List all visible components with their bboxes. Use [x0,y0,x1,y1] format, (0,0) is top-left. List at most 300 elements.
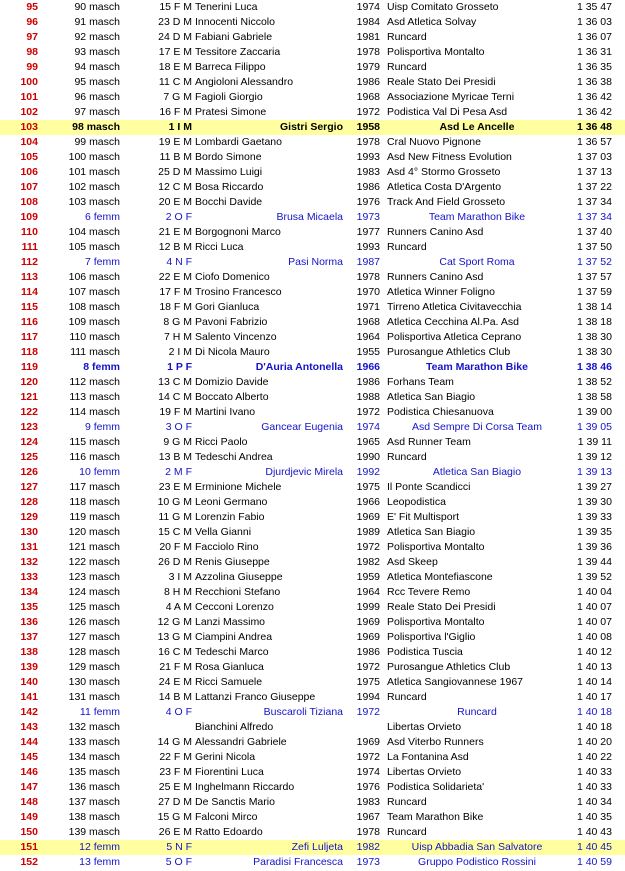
cell-club: Uisp Comitato Grosseto [387,1,499,13]
cell-time: 1 38 46 [576,361,612,373]
cell-ord: 99 masch [74,136,120,148]
table-row [0,330,625,345]
cell-club: Leopodistica [387,496,446,508]
cell-time: 1 37 03 [576,151,612,163]
cell-cat: 3 O F [165,421,192,433]
cell-year: 1978 [356,271,380,283]
cell-pos: 104 [20,136,38,148]
cell-ord: 120 masch [68,526,120,538]
cell-name: Fiorentini Luca [195,766,264,778]
cell-cat: 14 C M [158,391,192,403]
cell-ord: 116 masch [69,451,120,463]
cell-time: 1 37 59 [576,286,612,298]
cell-name: Paradisi Francesca [253,856,343,868]
cell-ord: 97 masch [74,106,120,118]
cell-name: Pasi Norma [288,256,343,268]
cell-time: 1 36 31 [576,46,612,58]
cell-year: 1987 [356,256,380,268]
cell-time: 1 37 22 [576,181,612,193]
cell-club: Runcard [387,796,427,808]
cell-cat: 25 E M [158,781,192,793]
cell-pos: 102 [20,106,38,118]
cell-pos: 96 [26,16,38,28]
cell-ord: 104 masch [68,226,120,238]
cell-year: 1972 [356,751,380,763]
cell-name: Tedeschi Andrea [195,451,273,463]
cell-name: Inghelmann Riccardo [195,781,295,793]
cell-cat: 15 F M [159,1,192,13]
table-row [0,45,625,60]
cell-ord: 109 masch [68,316,120,328]
cell-year: 1983 [356,796,380,808]
cell-club: Tirreno Atletica Civitavecchia [387,301,522,313]
cell-time: 1 40 14 [576,676,612,688]
table-row [0,420,625,435]
cell-name: Renis Giuseppe [195,556,270,568]
cell-ord: 113 masch [69,391,120,403]
cell-club: La Fontanina Asd [387,751,469,763]
cell-club: Reale Stato Dei Presidi [387,76,496,88]
cell-name: Rosa Gianluca [195,661,264,673]
cell-cat: 12 G M [157,616,192,628]
cell-pos: 113 [21,271,38,283]
cell-cat: 18 E M [158,61,192,73]
cell-year: 1978 [356,826,380,838]
cell-time: 1 39 11 [577,436,612,448]
cell-name: Lorenzin Fabio [195,511,265,523]
cell-time: 1 36 42 [576,106,612,118]
cell-year: 1974 [356,766,380,778]
cell-pos: 143 [20,721,38,733]
table-row [0,660,625,675]
cell-year: 1990 [356,451,380,463]
cell-cat: 26 D M [158,556,192,568]
cell-club: Runcard [457,706,497,718]
cell-name: Tenerini Luca [195,1,258,13]
cell-cat: 3 I M [168,571,192,583]
cell-time: 1 36 48 [576,121,612,133]
cell-cat: 15 G M [157,811,192,823]
cell-cat: 20 E M [158,196,192,208]
table-row [0,105,625,120]
cell-name: Bosa Riccardo [195,181,264,193]
cell-ord: 123 masch [68,571,120,583]
cell-name: Buscaroli Tiziana [263,706,343,718]
cell-club: Runcard [387,61,427,73]
cell-year: 1979 [356,61,380,73]
cell-time: 1 39 44 [576,556,612,568]
cell-pos: 97 [26,31,38,43]
cell-pos: 149 [20,811,38,823]
cell-year: 1968 [356,316,380,328]
cell-pos: 123 [20,421,38,433]
cell-name: Facciolo Rino [195,541,259,553]
cell-cat: 2 O F [165,211,192,223]
cell-year: 1969 [356,511,380,523]
cell-year: 1969 [356,631,380,643]
cell-pos: 126 [20,466,38,478]
cell-pos: 139 [20,661,38,673]
table-row [0,165,625,180]
cell-name: Leoni Germano [195,496,268,508]
table-row [0,540,625,555]
cell-cat: 17 F M [159,286,192,298]
cell-time: 1 37 50 [576,241,612,253]
cell-ord: 8 femm [83,361,120,373]
cell-time: 1 37 52 [576,256,612,268]
cell-ord: 136 masch [68,781,120,793]
cell-club: Atletica San Biagio [432,466,522,478]
cell-year: 1965 [356,436,380,448]
cell-cat: 22 F M [159,751,192,763]
cell-time: 1 39 05 [576,421,612,433]
cell-ord: 101 masch [68,166,120,178]
cell-name: Fabiani Gabriele [195,31,273,43]
cell-club: E' Fit Multisport [387,511,460,523]
cell-time: 1 40 07 [576,601,612,613]
cell-club: Atletica San Biagio [387,526,476,538]
cell-time: 1 39 27 [576,481,612,493]
cell-time: 1 37 57 [576,271,612,283]
table-row [0,585,625,600]
cell-pos: 137 [20,631,38,643]
cell-time: 1 40 12 [576,646,612,658]
cell-pos: 120 [20,376,38,388]
cell-ord: 119 masch [69,511,120,523]
cell-club: Forhans Team [387,376,454,388]
cell-pos: 125 [20,451,38,463]
table-row [0,285,625,300]
table-row [0,480,625,495]
table-row [0,360,625,375]
table-row [0,210,625,225]
cell-year: 1971 [356,301,380,313]
cell-cat: 14 B M [158,691,192,703]
cell-club: Runcard [387,31,427,43]
cell-pos: 99 [26,61,38,73]
cell-cat: 19 F M [159,406,192,418]
cell-club: Atletica Cecchina Al.Pa. Asd [387,316,519,328]
cell-time: 1 40 43 [576,826,612,838]
table-row [0,795,625,810]
cell-year: 1978 [356,46,380,58]
cell-pos: 115 [21,301,38,313]
cell-cat: 2 M F [165,466,192,478]
cell-name: Ricci Paolo [195,436,248,448]
cell-cat: 2 I M [168,346,192,358]
cell-time: 1 39 33 [576,511,612,523]
table-row [0,510,625,525]
cell-year: 1981 [356,31,380,43]
cell-club: Runcard [387,691,427,703]
cell-club: Rcc Tevere Remo [387,586,471,598]
table-row [0,645,625,660]
cell-time: 1 37 34 [576,196,612,208]
cell-cat: 11 G M [158,511,192,523]
table-row [0,705,625,720]
cell-name: Pavoni Fabrizio [195,316,268,328]
cell-pos: 108 [20,196,38,208]
cell-ord: 128 masch [68,646,120,658]
cell-year: 1999 [356,601,380,613]
cell-name: Gistri Sergio [279,121,343,133]
table-row [0,240,625,255]
table-row [0,255,625,270]
cell-year: 1983 [356,166,380,178]
cell-cat: 27 D M [158,796,192,808]
cell-name: Massimo Luigi [195,166,263,178]
table-row [0,690,625,705]
cell-club: Team Marathon Bike [387,811,484,823]
cell-name: D'Auria Antonella [255,361,343,373]
cell-time: 1 37 34 [576,211,612,223]
table-row [0,315,625,330]
cell-time: 1 38 18 [576,316,612,328]
cell-time: 1 40 18 [576,721,612,733]
table-row [0,75,625,90]
cell-club: Podistica Chiesanuova [387,406,494,418]
cell-time: 1 38 14 [576,301,612,313]
cell-ord: 7 femm [84,256,120,268]
cell-ord: 111 masch [70,346,120,358]
cell-cat: 21 F M [159,661,192,673]
cell-name: Djurdjevic Mirela [265,466,343,478]
cell-ord: 107 masch [68,286,120,298]
cell-time: 1 36 03 [576,16,612,28]
cell-club: Reale Stato Dei Presidi [387,601,496,613]
cell-ord: 130 masch [68,676,120,688]
cell-year: 1973 [356,856,380,868]
cell-ord: 103 masch [68,196,120,208]
table-row [0,600,625,615]
cell-club: Libertas Orvieto [387,766,462,778]
cell-cat: 8 H M [163,586,192,598]
cell-ord: 139 masch [68,826,120,838]
cell-ord: 92 masch [74,31,120,43]
cell-club: Polisportiva l'Giglio [387,631,476,643]
cell-cat: 13 G M [157,631,192,643]
cell-name: Tedeschi Marco [195,646,269,658]
cell-name: Vella Gianni [195,526,252,538]
cell-year: 1975 [356,676,380,688]
cell-pos: 117 [21,331,38,343]
table-row [0,570,625,585]
cell-year: 1955 [356,346,380,358]
table-row [0,0,625,15]
cell-name: Zefi Luljeta [291,841,343,853]
cell-time: 1 37 40 [576,226,612,238]
cell-time: 1 37 13 [576,166,612,178]
cell-ord: 131 masch [68,691,120,703]
cell-ord: 102 masch [68,181,120,193]
cell-time: 1 40 20 [576,736,612,748]
cell-club: Asd 4° Stormo Grosseto [387,166,501,178]
cell-cat: 18 F M [159,301,192,313]
cell-time: 1 40 45 [576,841,612,853]
table-row [0,405,625,420]
cell-year: 1974 [356,421,380,433]
cell-pos: 150 [20,826,38,838]
cell-club: Track And Field Grosseto [387,196,506,208]
cell-club: Polisportiva Atletica Ceprano [387,331,522,343]
cell-pos: 103 [20,121,38,133]
cell-year: 1966 [356,496,380,508]
cell-ord: 132 masch [68,721,120,733]
cell-ord: 114 masch [69,406,120,418]
cell-time: 1 36 42 [576,91,612,103]
cell-ord: 110 masch [69,331,120,343]
cell-year: 1968 [356,91,380,103]
cell-pos: 131 [20,541,38,553]
cell-name: De Sanctis Mario [195,796,275,808]
cell-year: 1986 [356,76,380,88]
cell-pos: 151 [20,841,38,853]
table-row [0,180,625,195]
cell-ord: 12 femm [79,841,120,853]
cell-name: Azzolina Giuseppe [195,571,283,583]
table-row [0,735,625,750]
cell-club: Asd Atletica Solvay [387,16,477,28]
cell-year: 1975 [356,481,380,493]
cell-ord: 93 masch [74,46,120,58]
cell-cat: 4 N F [166,256,192,268]
cell-pos: 110 [21,226,38,238]
table-row [0,300,625,315]
cell-club: Asd Le Ancelle [439,121,515,133]
table-row [0,525,625,540]
cell-pos: 145 [20,751,38,763]
cell-pos: 111 [21,241,38,253]
cell-pos: 132 [20,556,38,568]
cell-time: 1 39 00 [576,406,612,418]
cell-pos: 124 [20,436,38,448]
cell-ord: 90 masch [74,1,120,13]
cell-club: Cat Sport Roma [439,256,515,268]
cell-year: 1964 [356,331,380,343]
cell-club: Polisportiva Montalto [387,616,485,628]
table-row [0,495,625,510]
cell-ord: 91 masch [74,16,120,28]
table-row [0,750,625,765]
cell-club: Polisportiva Montalto [387,541,485,553]
cell-cat: 12 C M [158,181,192,193]
cell-name: Gerini Nicola [195,751,256,763]
cell-pos: 128 [20,496,38,508]
cell-name: Salento Vincenzo [195,331,277,343]
cell-cat: 20 F M [159,541,192,553]
table-row [0,450,625,465]
cell-club: Podistica Tuscia [387,646,463,658]
cell-ord: 112 masch [69,376,120,388]
cell-year: 1993 [356,241,380,253]
cell-pos: 135 [20,601,38,613]
cell-cat: 15 C M [158,526,192,538]
cell-pos: 146 [20,766,38,778]
cell-year: 1992 [356,466,380,478]
cell-pos: 109 [20,211,38,223]
cell-cat: 11 B M [159,151,192,163]
cell-cat: 10 G M [157,496,192,508]
cell-club: Asd Sempre Di Corsa Team [412,421,542,433]
table-row [0,375,625,390]
cell-name: Innocenti Niccolo [195,16,275,28]
cell-club: Cral Nuovo Pignone [387,136,481,148]
cell-time: 1 38 58 [576,391,612,403]
cell-ord: 98 masch [72,121,120,133]
cell-name: Gancear Eugenia [261,421,343,433]
cell-club: Atletica Sangiovannese 1967 [387,676,524,688]
cell-year: 1959 [356,571,380,583]
table-row [0,90,625,105]
cell-ord: 121 masch [68,541,120,553]
cell-time: 1 40 08 [576,631,612,643]
table-row [0,135,625,150]
cell-cat: 22 E M [158,271,192,283]
cell-ord: 135 masch [68,766,120,778]
cell-name: Gori Gianluca [195,301,260,313]
cell-club: Atletica Costa D'Argento [387,181,502,193]
cell-ord: 129 masch [68,661,120,673]
cell-name: Alessandri Gabriele [195,736,287,748]
cell-cat: 11 C M [158,76,192,88]
cell-cat: 4 O F [165,706,192,718]
cell-pos: 105 [20,151,38,163]
cell-time: 1 39 36 [576,541,612,553]
cell-time: 1 39 13 [576,466,612,478]
cell-year: 1982 [356,841,380,853]
table-row [0,435,625,450]
cell-name: Falconi Mirco [195,811,258,823]
cell-year: 1976 [356,781,380,793]
cell-pos: 141 [20,691,38,703]
cell-cat: 5 N F [166,841,192,853]
cell-pos: 107 [20,181,38,193]
cell-ord: 118 masch [69,496,120,508]
cell-ord: 124 masch [68,586,120,598]
cell-club: Purosangue Athletics Club [387,346,511,358]
cell-year: 1986 [356,181,380,193]
cell-name: Ciampini Andrea [195,631,273,643]
cell-name: Fagioli Giorgio [195,91,263,103]
cell-name: Lombardi Gaetano [195,136,282,148]
cell-club: Team Marathon Bike [426,361,528,373]
cell-cat: 23 F M [159,766,192,778]
cell-pos: 144 [20,736,38,748]
cell-name: Barreca Filippo [195,61,266,73]
cell-club: Gruppo Podistico Rossini [418,856,536,868]
table-row [0,15,625,30]
cell-time: 1 40 18 [576,706,612,718]
cell-year: 1972 [356,706,380,718]
cell-ord: 100 masch [68,151,120,163]
cell-year: 1988 [356,391,380,403]
cell-cat: 13 C M [158,376,192,388]
cell-time: 1 35 47 [576,1,612,13]
cell-name: Domizio Davide [195,376,269,388]
table-row [0,780,625,795]
cell-time: 1 36 57 [576,136,612,148]
cell-time: 1 36 07 [576,31,612,43]
cell-club: Asd Viterbo Runners [387,736,484,748]
cell-ord: 133 masch [68,736,120,748]
cell-ord: 106 masch [68,271,120,283]
cell-cat: 13 B M [158,451,192,463]
cell-ord: 13 femm [79,856,120,868]
cell-name: Borgognoni Marco [195,226,281,238]
cell-pos: 118 [21,346,38,358]
cell-cat: 12 B M [158,241,192,253]
cell-ord: 10 femm [79,466,120,478]
